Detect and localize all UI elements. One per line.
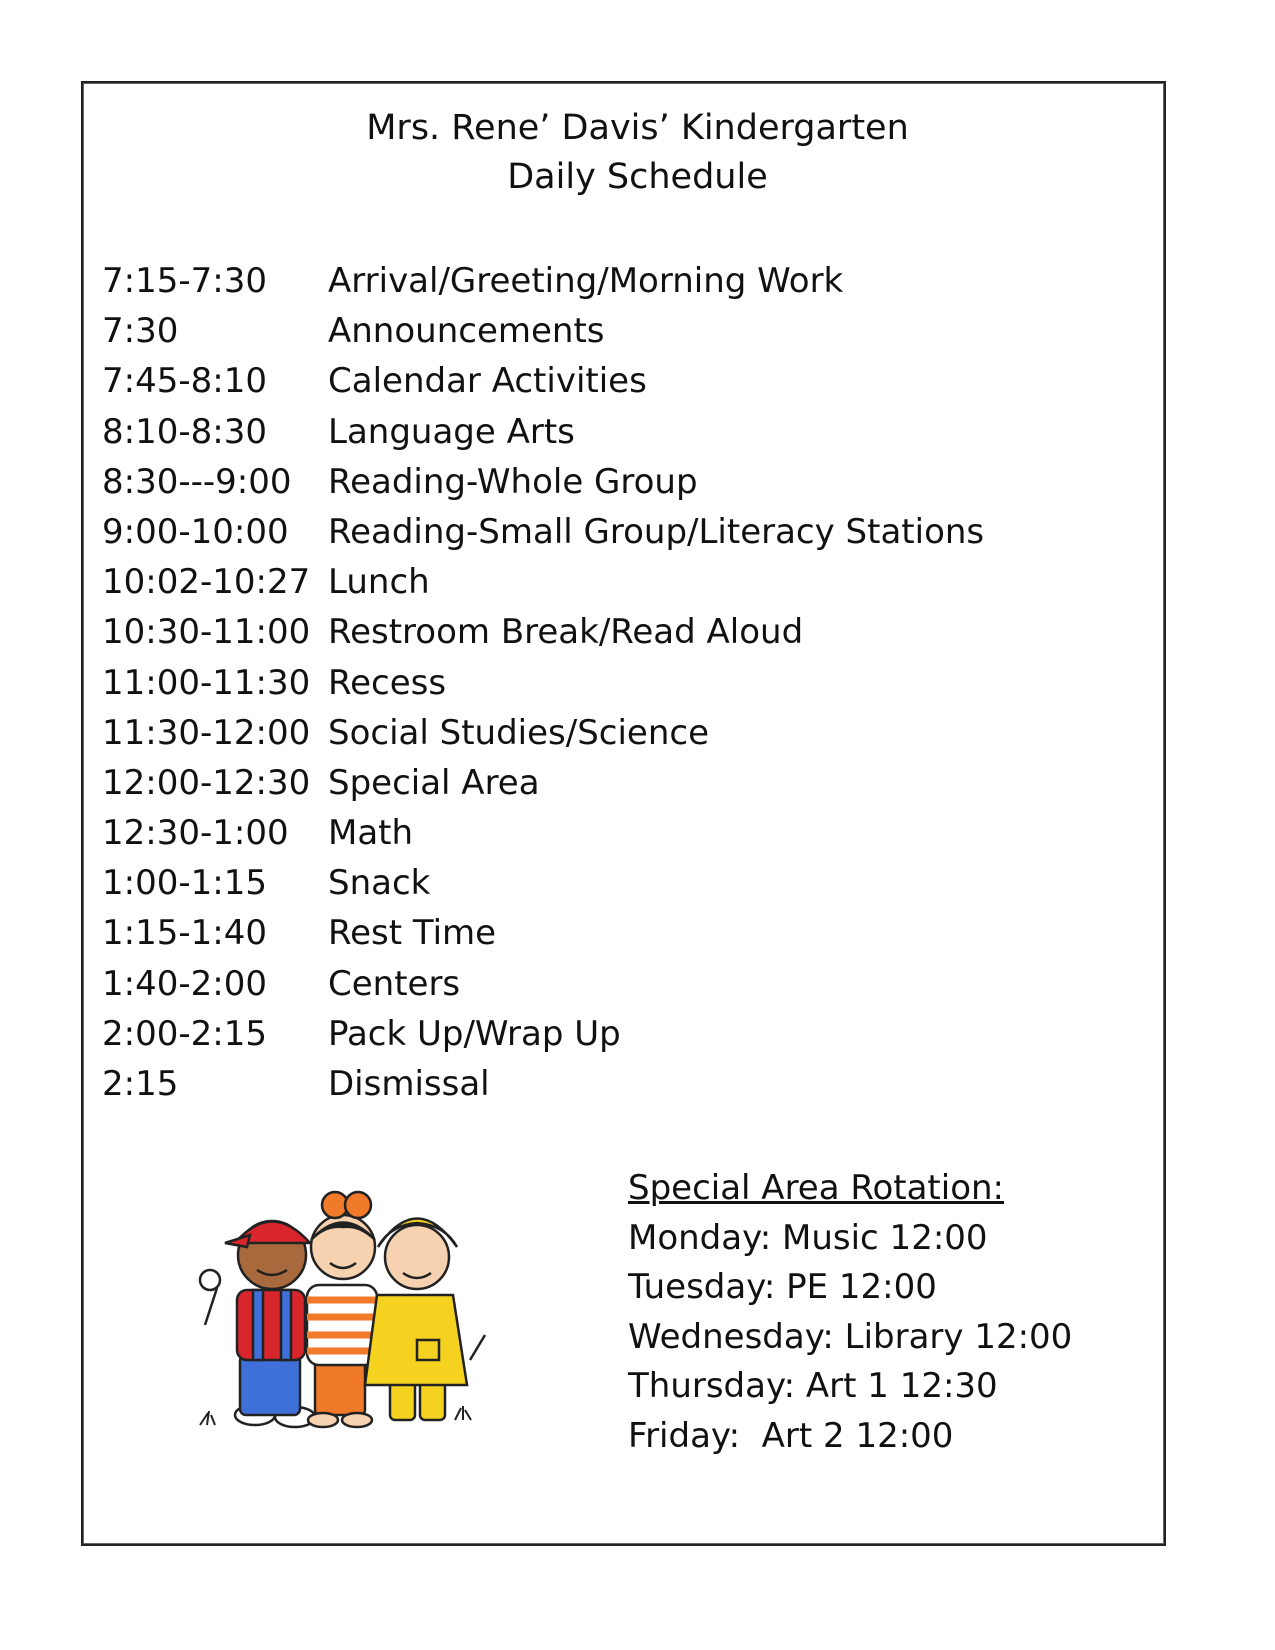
schedule-time: 12:00-12:30 [102, 762, 311, 803]
schedule-time: 1:15-1:40 [102, 913, 267, 954]
three-children-clipart-icon [195, 1185, 495, 1440]
rotation-day: Thursday: Art 1 12:30 [628, 1366, 998, 1406]
schedule-time: 10:02-10:27 [102, 562, 311, 603]
page-subtitle: Daily Schedule [507, 157, 768, 197]
schedule-activity: Math [328, 813, 414, 854]
schedule-time: 2:15 [102, 1064, 179, 1104]
special-area-rotation [628, 1164, 1072, 1461]
schedule-time: 7:45-8:10 [102, 361, 267, 402]
schedule-activity: Recess [328, 662, 447, 703]
schedule-activity: Rest Time [328, 913, 497, 954]
page-title: Mrs. Rene’ Davis’ Kindergarten [366, 108, 909, 148]
rotation-day: Monday: Music 12:00 [628, 1217, 988, 1258]
schedule-time: 8:30---9:00 [102, 461, 292, 502]
schedule-activity: Restroom Break/Read Aloud [328, 612, 804, 653]
rotation-heading: Special Area Rotation: [628, 1168, 1005, 1208]
schedule-time: 1:00-1:15 [102, 863, 267, 904]
schedule-time: 7:30 [102, 311, 179, 352]
schedule-activity: Dismissal [328, 1064, 490, 1104]
schedule-activity: Announcements [328, 311, 605, 352]
schedule-activity: Reading-Whole Group [328, 461, 698, 502]
schedule-activity: Arrival/Greeting/Morning Work [328, 261, 844, 301]
schedule-activity: Lunch [328, 562, 430, 603]
schedule-activity: Language Arts [328, 411, 575, 452]
schedule-time: 10:30-11:00 [102, 612, 311, 653]
schedule-time: 11:30-12:00 [102, 712, 311, 753]
schedule-activity: Pack Up/Wrap Up [328, 1013, 621, 1054]
rotation-day: Wednesday: Library 12:00 [628, 1316, 1073, 1357]
schedule-time: 2:00-2:15 [102, 1013, 267, 1054]
schedule-activity: Social Studies/Science [328, 712, 709, 753]
schedule-time: 12:30-1:00 [102, 813, 289, 854]
schedule-activity: Centers [328, 963, 461, 1004]
schedule-time: 9:00-10:00 [102, 511, 289, 552]
schedule-time: 11:00-11:30 [102, 662, 311, 703]
schedule-activity: Calendar Activities [328, 361, 647, 402]
schedule-activity: Special Area [328, 762, 540, 803]
schedule-activity: Snack [328, 863, 431, 904]
rotation-day: Tuesday: PE 12:00 [628, 1267, 937, 1307]
rotation-day: Friday: Art 2 12:00 [628, 1415, 954, 1456]
schedule-time: 8:10-8:30 [102, 411, 267, 452]
schedule-time: 1:40-2:00 [102, 963, 267, 1004]
schedule-time: 7:15-7:30 [102, 261, 267, 301]
schedule-activity: Reading-Small Group/Literacy Stations [328, 511, 985, 552]
